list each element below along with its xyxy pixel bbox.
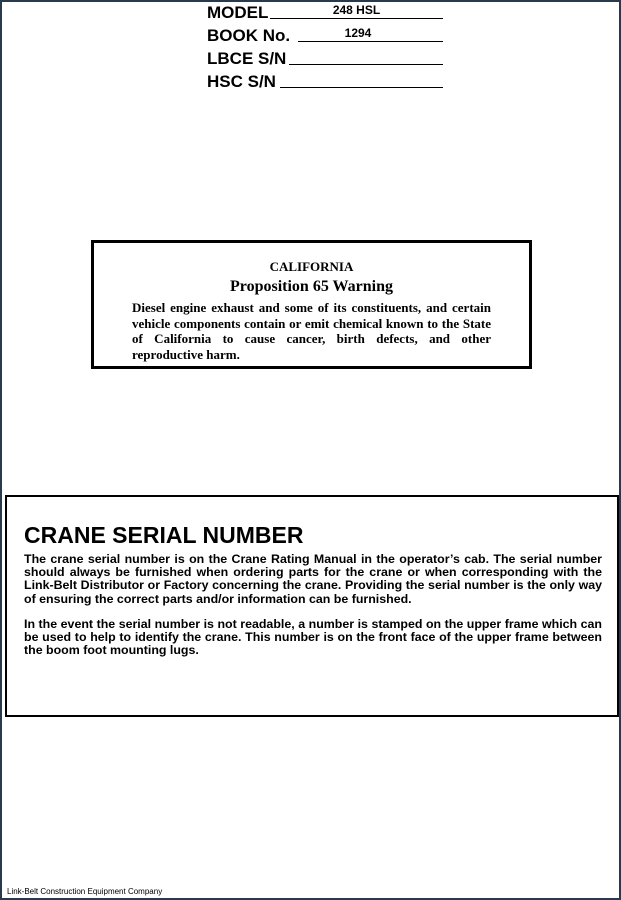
book-number-label: BOOK No. [207,26,291,45]
warning-title: Proposition 65 Warning [230,278,393,295]
serial-number-paragraph-1: The crane serial number is on the Crane Rating Manual in the operator’s cab. The serial number should always be furnished when ordering parts for the crane or when corresponding with the Link-Belt Distributor or Factory concerning the crane. Providing the serial number is the only way of ensuring the correct parts and/or information can be furnished. [24,552,602,606]
lbce-serial-underline [289,64,443,65]
hsc-serial-underline [280,87,443,88]
serial-number-box [5,495,619,717]
warning-state: CALIFORNIA [269,259,354,274]
footer-company: Link-Belt Construction Equipment Company [7,887,163,896]
serial-number-paragraph-2: In the event the serial number is not readable, a number is stamped on the upper frame which can be used to help to identify the crane. This number is on the front face of the upper frame between the boom foot mounting lugs. [24,617,602,658]
lbce-serial-label: LBCE S/N [207,49,287,68]
book-number-value: 1294 [344,26,372,40]
model-value: 248 HSL [332,3,381,17]
model-underline [270,18,443,19]
model-label: MODEL [207,3,269,22]
book-number-underline [298,41,443,42]
prop65-warning-box [91,240,532,369]
serial-number-heading: CRANE SERIAL NUMBER [24,522,304,548]
hsc-serial-label: HSC S/N [207,72,276,91]
warning-text: Diesel engine exhaust and some of its constituents, and certain vehicle components contain or emit chemical known to the State of California to cause cancer, birth defects, and other reproductive harm. [132,300,491,362]
